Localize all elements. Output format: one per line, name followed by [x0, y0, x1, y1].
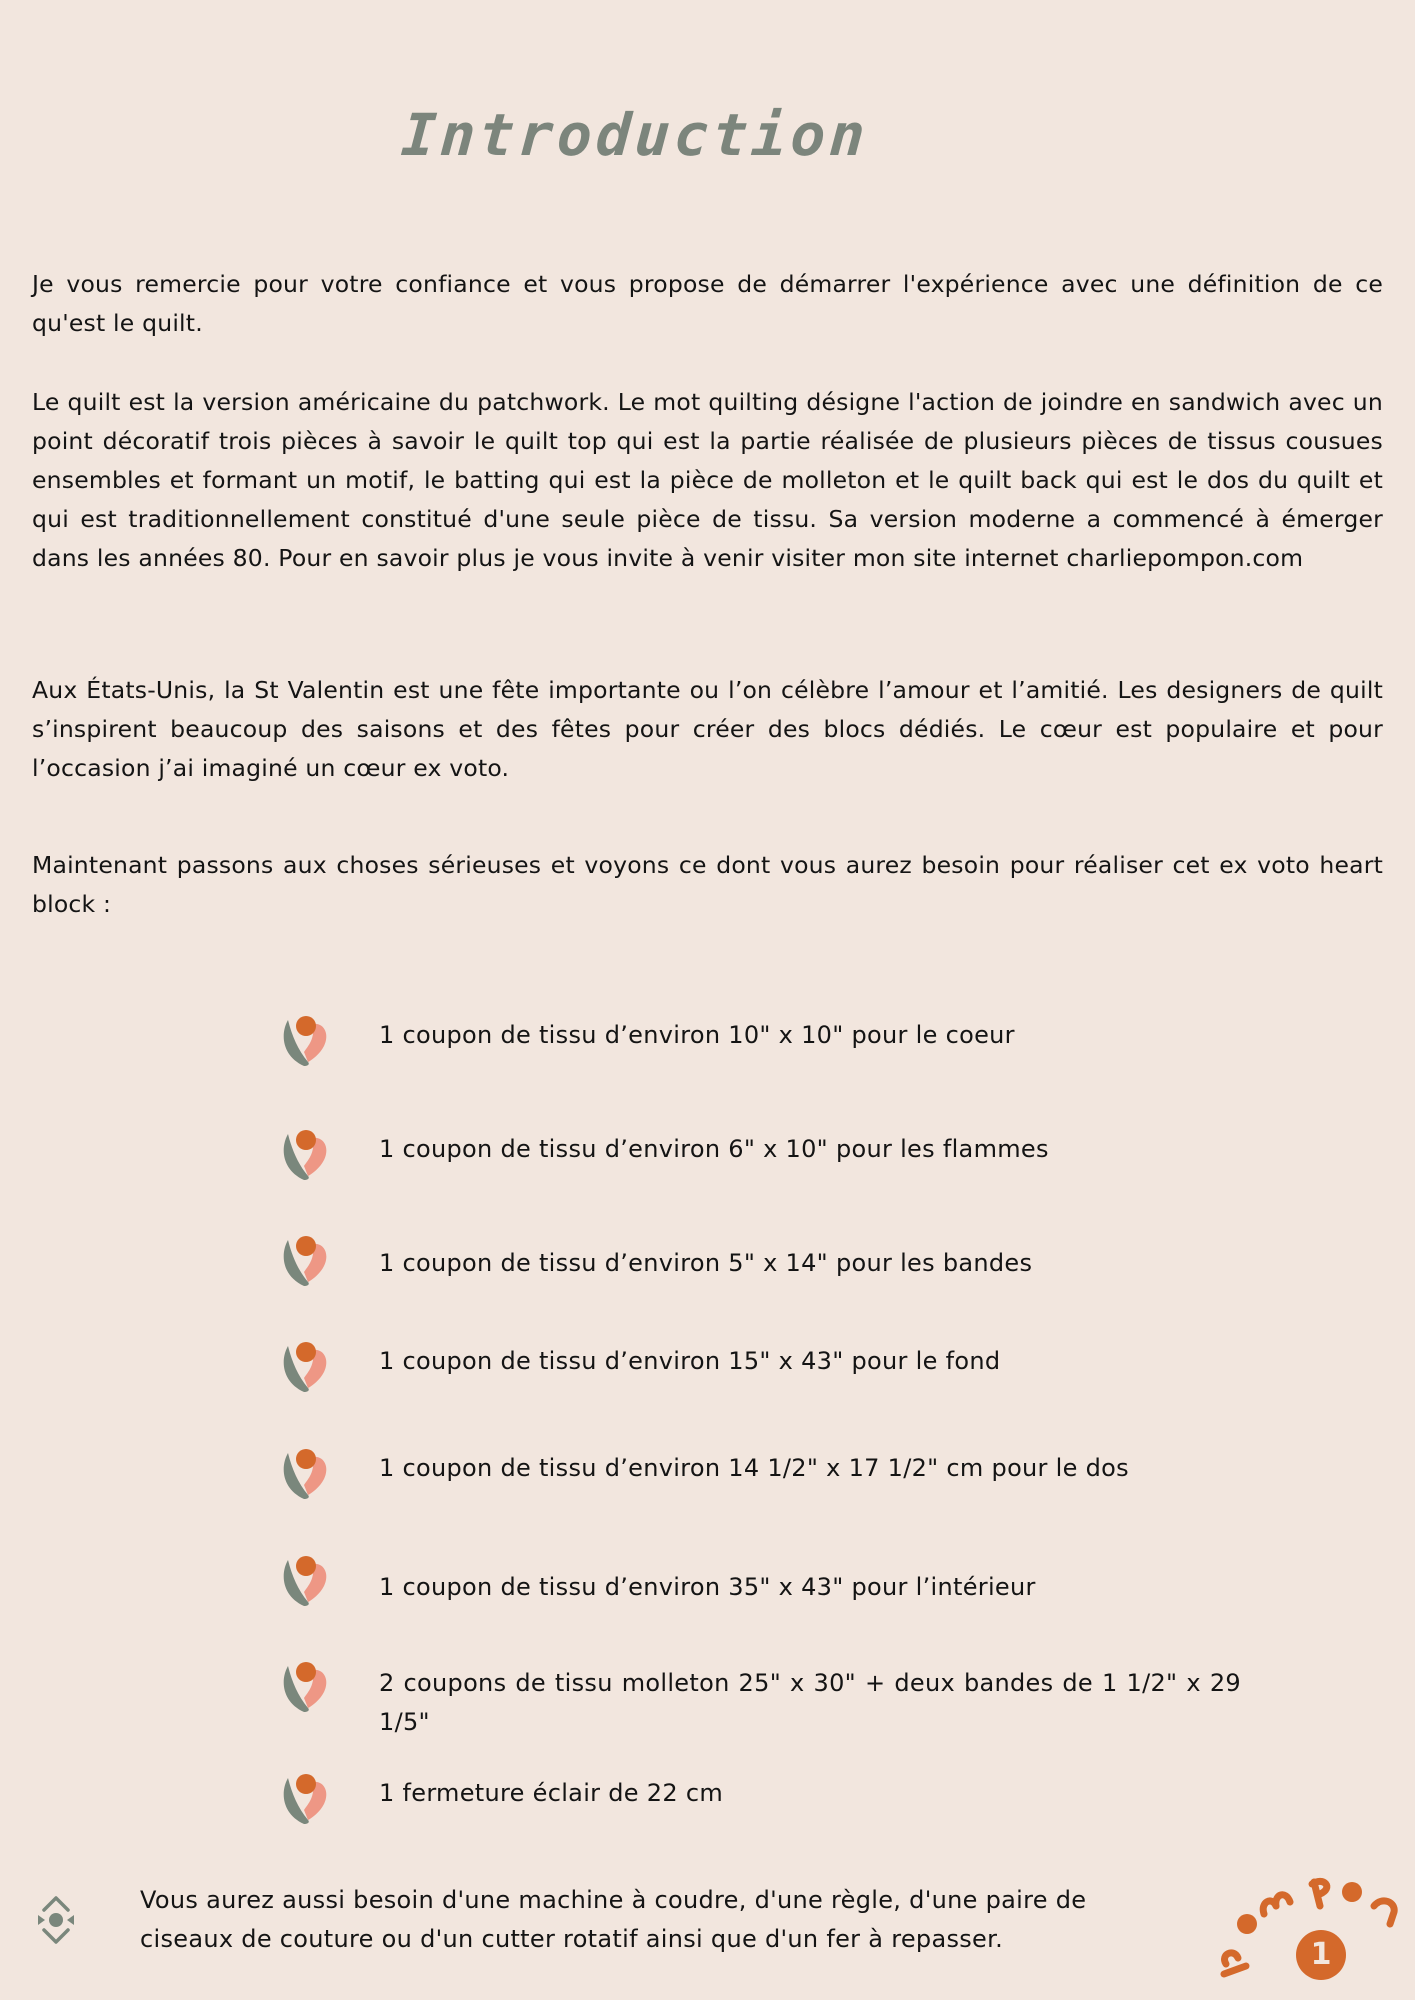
- supply-item-text: 1 coupon de tissu d’environ 14 1/2" x 17 1/2" cm pour le dos: [379, 1454, 1129, 1482]
- intro-paragraph-valentine: Aux États-Unis, la St Valentin est une fête importante ou l’on célèbre l’amour et l’amitié. Les designers de quilt s’inspirent beaucoup des saisons et des fêtes pour créer des blocs dédiés. Le cœur est populaire et pour l’occasion j’ai imaginé un cœur ex voto.: [32, 676, 1383, 782]
- intro-paragraph-quilt-definition: Le quilt est la version américaine du patchwork. Le mot quilting désigne l'action de joindre en sandwich avec un point décoratif trois pièces à savoir le quilt top qui est la partie réalisée de plusieurs pièces de tissus cousues ensembles et formant un motif, le batting qui est la pièce de molleton et le quilt back qui est le dos du quilt et qui est traditionnellement constitué d'une seule pièce de tissu. Sa version moderne a commencé à émerger dans les années 80. Pour en savoir plus je vous invite à venir visiter mon site internet charliepompon.com: [32, 388, 1383, 572]
- intro-paragraph-supplies-lead: Maintenant passons aux choses sérieuses et voyons ce dont vous aurez besoin pour réaliser cet ex voto heart block :: [32, 851, 1383, 918]
- footer-tools-note: Vous aurez aussi besoin d'une machine à coudre, d'une règle, d'une paire de ciseaux de couture ou d'un cutter rotatif ainsi que d'un fer à repasser.: [140, 1886, 1087, 1953]
- page-number-badge: 1: [1296, 1930, 1346, 1980]
- supply-item-text: 1 coupon de tissu d’environ 15" x 43" pour le fond: [379, 1347, 1001, 1375]
- supply-item-text: 1 coupon de tissu d’environ 35" x 43" pour l’intérieur: [379, 1573, 1036, 1601]
- intro-paragraph-thanks: Je vous remercie pour votre confiance et vous propose de démarrer l'expérience avec une définition de ce qu'est le quilt.: [32, 270, 1383, 337]
- supply-item-text: 1 fermeture éclair de 22 cm: [379, 1779, 724, 1807]
- heart-bullet-icon: [282, 1449, 330, 1501]
- heart-bullet-icon: [282, 1556, 330, 1608]
- compass-navigation-icon[interactable]: [32, 1892, 80, 1948]
- heart-bullet-icon: [282, 1662, 330, 1714]
- supply-item-text: 2 coupons de tissu molleton 25" x 30" + deux bandes de 1 1/2" x 29 1/5": [379, 1669, 1241, 1736]
- supply-item-text: 1 coupon de tissu d’environ 10" x 10" pour le coeur: [379, 1021, 1015, 1049]
- page-title: Introduction: [399, 100, 871, 169]
- heart-bullet-icon: [282, 1130, 330, 1182]
- heart-bullet-icon: [282, 1342, 330, 1394]
- heart-bullet-icon: [282, 1016, 330, 1068]
- heart-bullet-icon: [282, 1774, 330, 1826]
- heart-bullet-icon: [282, 1236, 330, 1288]
- supply-item-text: 1 coupon de tissu d’environ 6" x 10" pour les flammes: [379, 1135, 1049, 1163]
- supply-item-text: 1 coupon de tissu d’environ 5" x 14" pour les bandes: [379, 1249, 1033, 1277]
